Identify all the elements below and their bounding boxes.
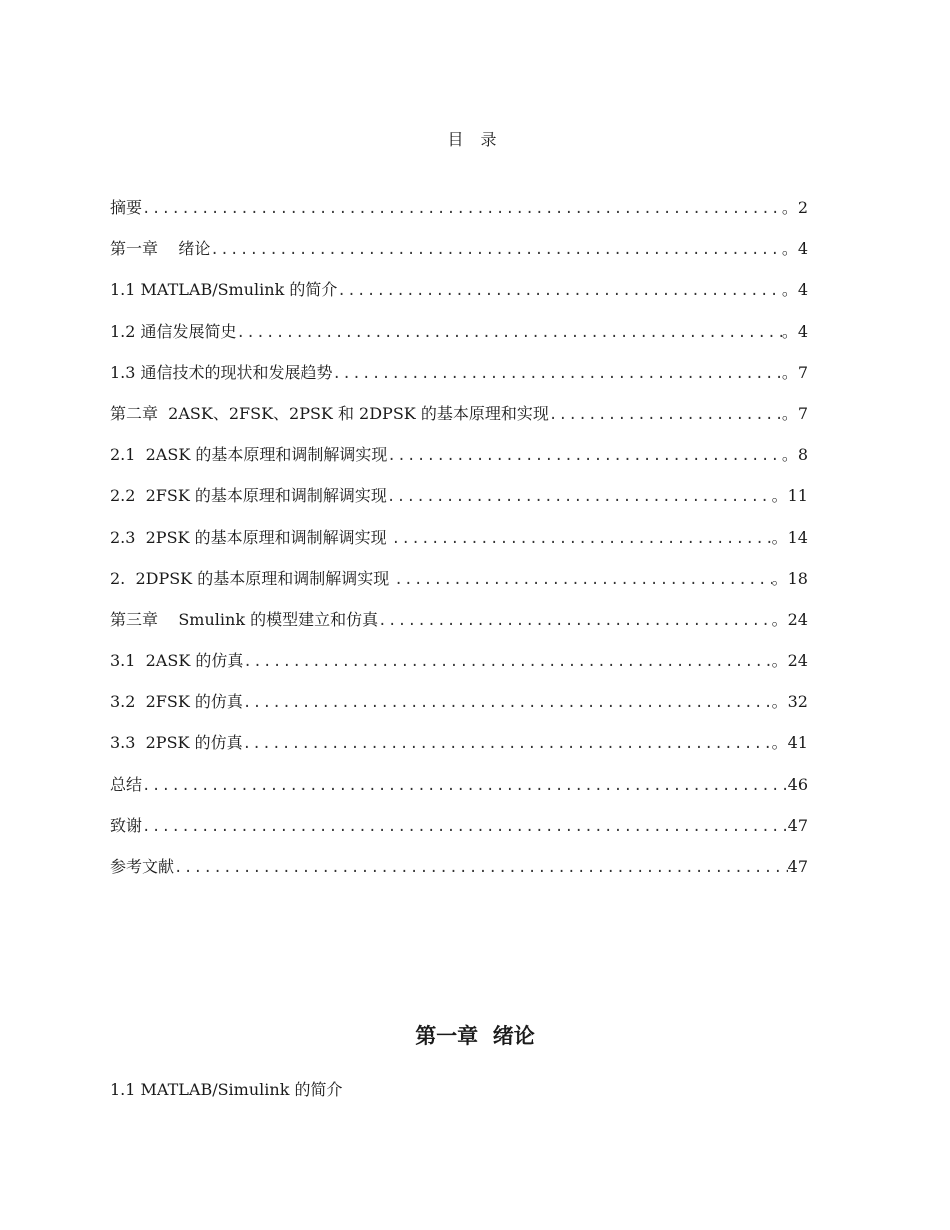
toc-entry[interactable]	[110, 321, 808, 362]
toc-dot-leader	[142, 198, 782, 220]
chapter-heading: 第一章 绪论	[415, 1023, 535, 1048]
toc-entry-label: 致谢	[110, 815, 143, 835]
toc-dot-leader	[142, 816, 788, 838]
toc-entry-label: 第三章 Smulink 的模型建立和仿真	[110, 609, 379, 629]
toc-entry-label: 3.1 2ASK 的仿真	[110, 651, 244, 671]
toc-title: 目 录	[447, 130, 503, 149]
toc-entry-page-number: 。7	[781, 362, 808, 382]
toc-dot-leader	[378, 610, 772, 632]
toc-dot-leader	[337, 280, 781, 302]
toc-entry-page-number: 。14	[771, 527, 808, 547]
toc-entry[interactable]	[110, 691, 808, 732]
toc-entry-label: 3.2 2FSK 的仿真	[110, 692, 243, 712]
toc-entry-label: 1.2 通信发展简史	[110, 321, 237, 341]
toc-dot-leader	[333, 363, 782, 385]
toc-entry[interactable]	[110, 444, 808, 485]
toc-entry-page-number: 。4	[781, 239, 808, 259]
table-of-contents	[110, 197, 808, 897]
toc-dot-leader	[142, 775, 788, 797]
toc-entry[interactable]	[110, 609, 808, 650]
toc-entry-label: 第二章 2ASK、2FSK、2PSK 和 2DPSK 的基本原理和实现	[110, 403, 549, 423]
toc-dot-leader	[243, 733, 772, 755]
toc-dot-leader	[243, 651, 771, 673]
toc-entry-page-number: 47	[787, 857, 808, 876]
toc-entry-page-number: 。8	[781, 445, 808, 465]
toc-entry-page-number: 。24	[771, 609, 808, 629]
toc-entry[interactable]	[110, 197, 808, 238]
toc-entry-page-number: 。7	[781, 403, 808, 423]
toc-dot-leader	[210, 239, 781, 261]
toc-entry-page-number: 46	[787, 774, 808, 794]
toc-entry[interactable]	[110, 650, 808, 691]
toc-entry-label: 参考文献	[110, 857, 175, 876]
toc-entry[interactable]	[110, 362, 808, 403]
toc-entry-label: 2.3 2PSK 的基本原理和调制解调实现	[110, 527, 392, 547]
toc-entry-label: 3.3 2PSK 的仿真	[110, 733, 243, 753]
toc-entry-page-number: 。41	[771, 733, 808, 753]
toc-entry-page-number: 。24	[771, 651, 808, 671]
toc-entry-page-number: 。18	[771, 568, 808, 588]
toc-entry[interactable]	[110, 568, 808, 609]
toc-entry-label: 摘要	[110, 198, 143, 217]
toc-entry[interactable]	[110, 403, 808, 444]
toc-entry-label: 第一章 绪论	[110, 239, 211, 259]
toc-dot-leader	[243, 692, 772, 714]
toc-entry-label: 2.1 2ASK 的基本原理和调制解调实现	[110, 445, 388, 465]
toc-dot-leader	[394, 569, 771, 591]
toc-dot-leader	[549, 404, 782, 426]
toc-entry-label: 总结	[110, 774, 143, 794]
toc-entry-page-number: 。11	[771, 486, 808, 506]
toc-entry-page-number: 47	[787, 815, 808, 835]
toc-dot-leader	[237, 322, 782, 344]
toc-entry[interactable]	[110, 856, 808, 897]
toc-dot-leader	[392, 528, 772, 550]
toc-entry-page-number: 。4	[781, 321, 808, 341]
toc-dot-leader	[174, 857, 788, 879]
toc-entry[interactable]	[110, 774, 808, 815]
toc-entry-label: 2.2 2FSK 的基本原理和调制解调实现	[110, 486, 387, 506]
toc-entry[interactable]	[110, 279, 808, 320]
toc-entry[interactable]	[110, 238, 808, 279]
toc-entry-page-number: 。2	[781, 198, 808, 217]
toc-entry-page-number: 。4	[781, 280, 808, 300]
toc-dot-leader	[387, 486, 772, 508]
section-heading: 1.1 MATLAB/Simulink 的简介	[110, 1080, 343, 1099]
toc-entry-page-number: 。32	[771, 692, 808, 712]
toc-entry[interactable]	[110, 815, 808, 856]
toc-entry-label: 1.3 通信技术的现状和发展趋势	[110, 362, 333, 382]
toc-entry[interactable]	[110, 732, 808, 773]
toc-entry[interactable]	[110, 485, 808, 526]
toc-dot-leader	[387, 445, 781, 467]
toc-entry[interactable]	[110, 527, 808, 568]
toc-entry-label: 2. 2DPSK 的基本原理和调制解调实现	[110, 568, 395, 588]
toc-entry-label: 1.1 MATLAB/Smulink 的简介	[110, 280, 338, 300]
